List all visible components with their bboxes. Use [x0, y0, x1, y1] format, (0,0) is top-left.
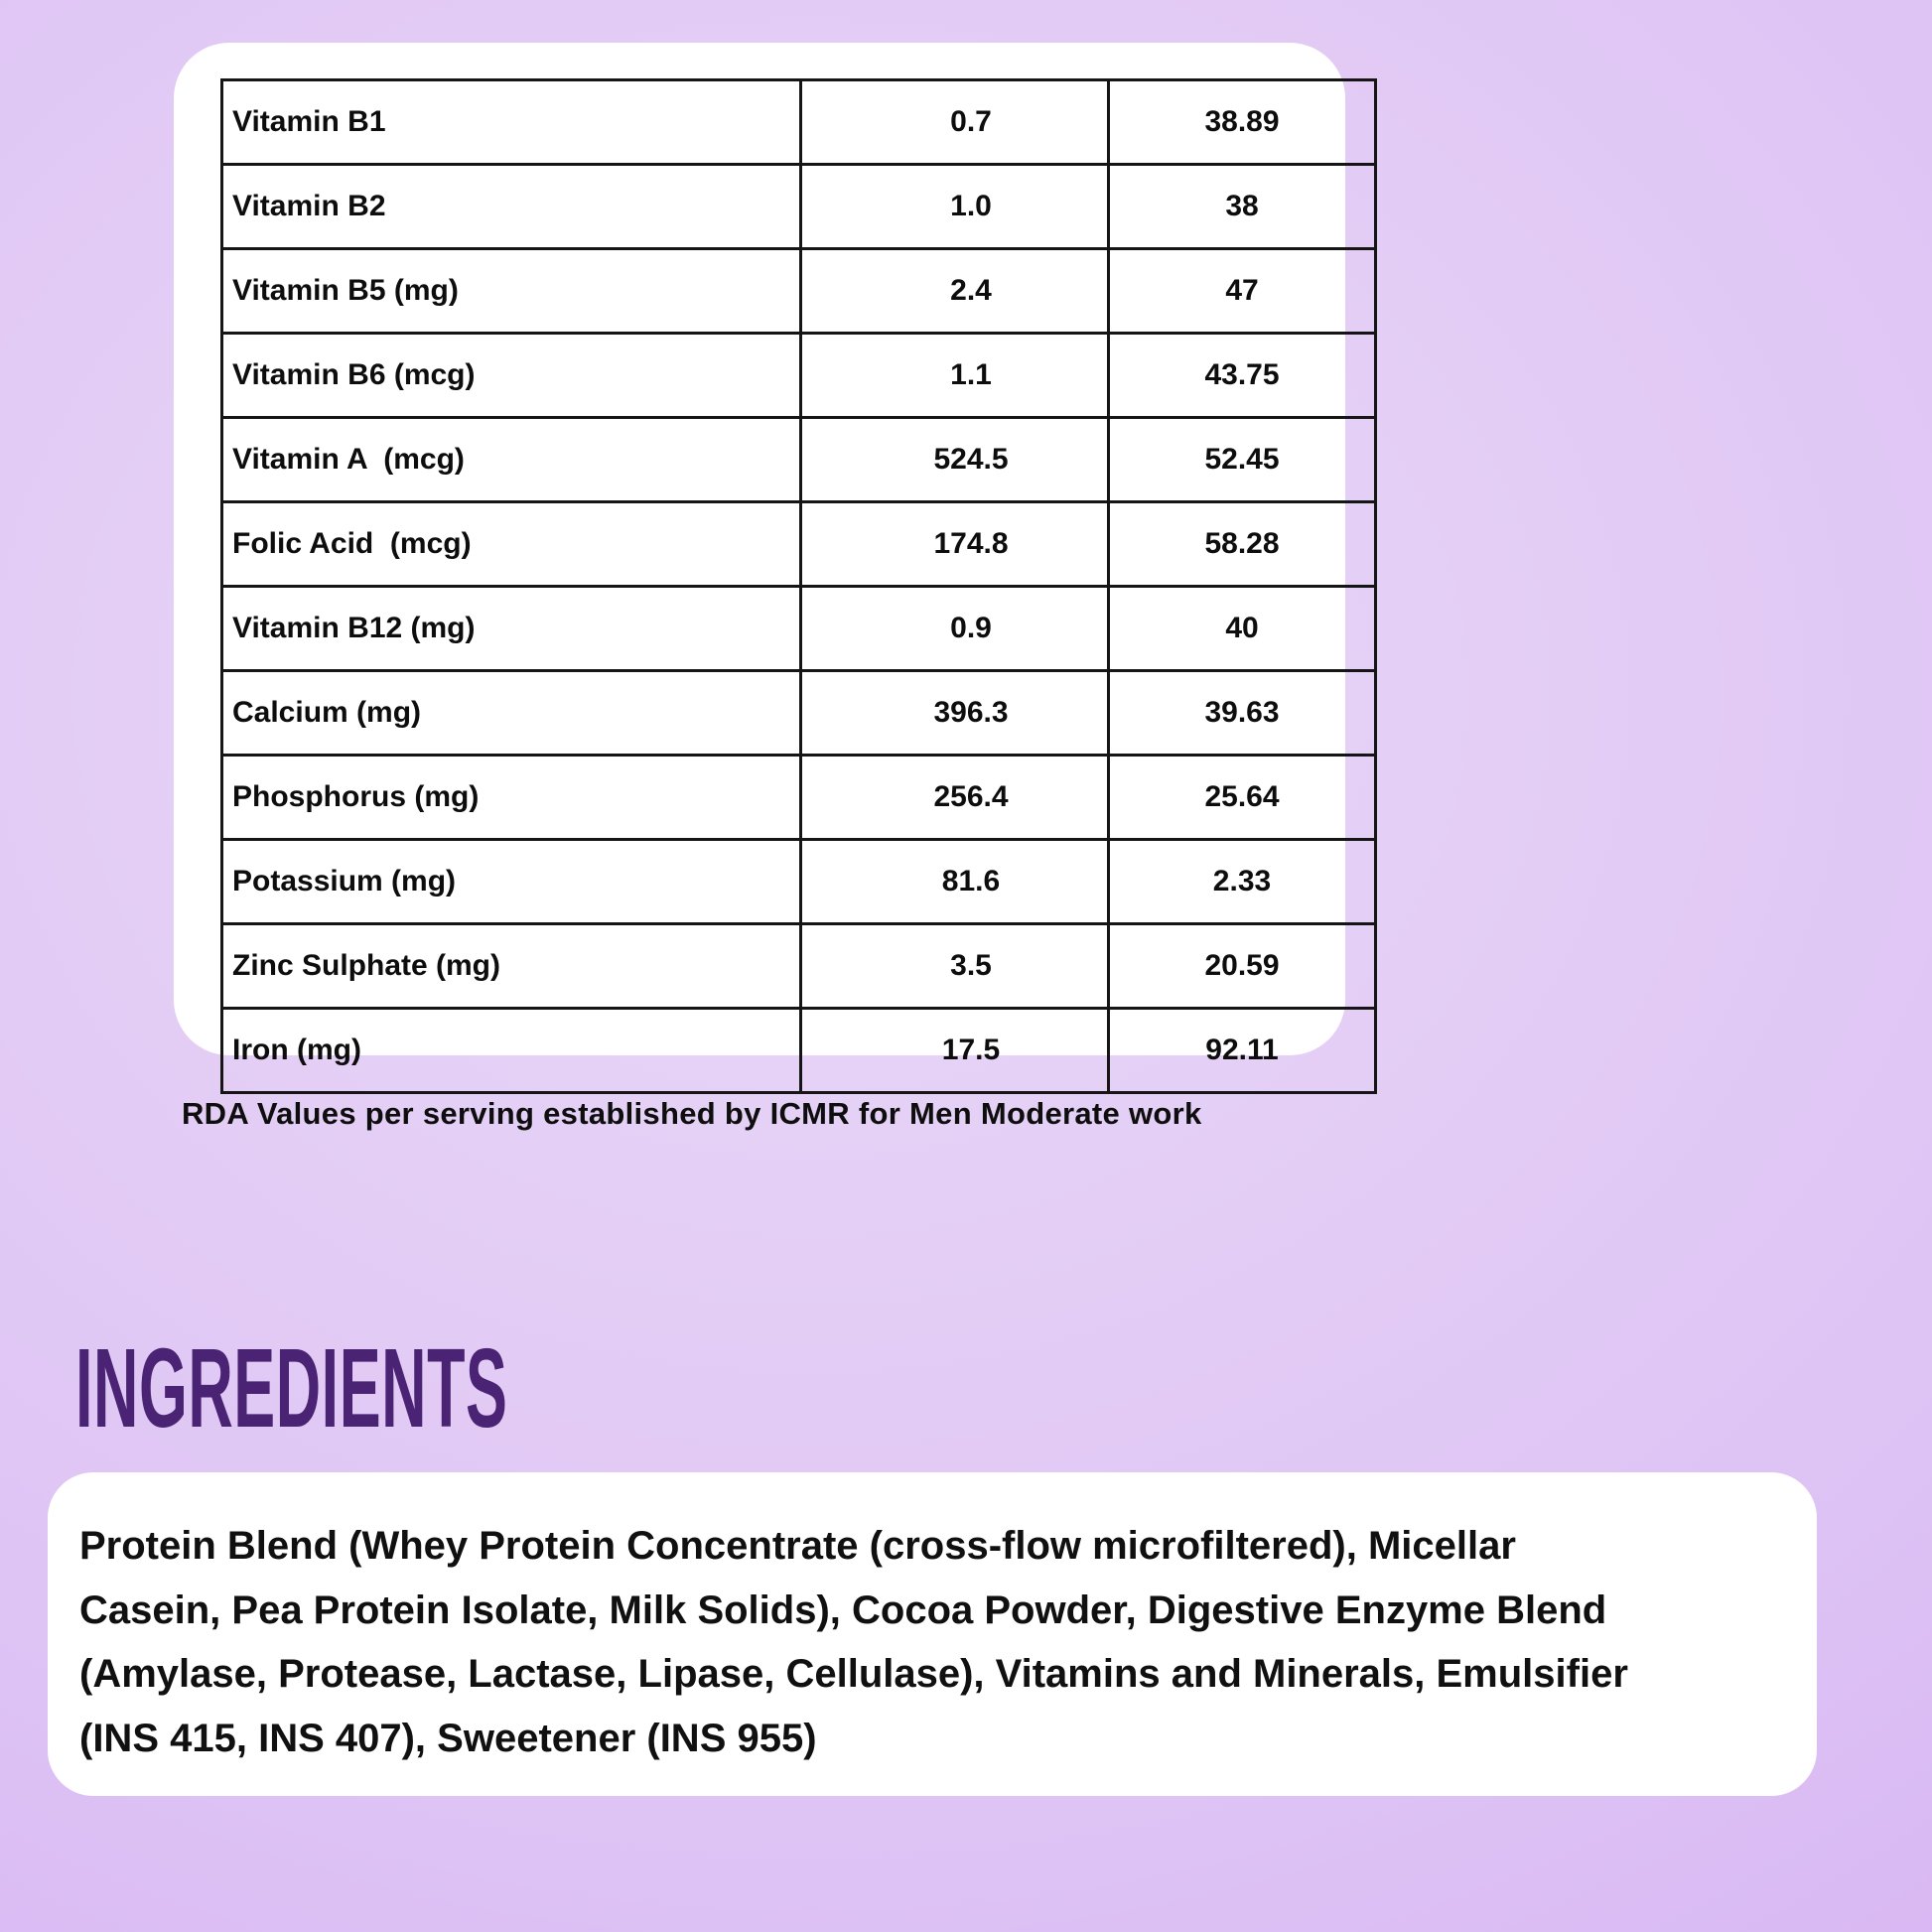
nutrient-amount: 396.3	[801, 671, 1109, 756]
table-row	[222, 1009, 1376, 1093]
table-row	[222, 249, 1376, 334]
nutrient-rda-percent: 58.28	[1109, 502, 1376, 587]
nutrient-amount: 81.6	[801, 840, 1109, 924]
nutrient-rda-percent: 25.64	[1109, 756, 1376, 840]
nutrient-rda-percent: 38	[1109, 165, 1376, 249]
nutrient-amount: 256.4	[801, 756, 1109, 840]
table-row	[222, 165, 1376, 249]
nutrient-name: Phosphorus (mg)	[222, 756, 801, 840]
nutrition-table-card	[174, 43, 1345, 1066]
table-row	[222, 924, 1376, 1009]
nutrient-rda-percent: 40	[1109, 587, 1376, 671]
nutrient-name: Zinc Sulphate (mg)	[222, 924, 801, 1009]
nutrient-amount: 17.5	[801, 1009, 1109, 1093]
rda-caption: RDA Values per serving established by ICMR for Men Moderate work	[182, 1096, 1202, 1131]
nutrient-name: Vitamin B5 (mg)	[222, 249, 801, 334]
nutrient-name: Calcium (mg)	[222, 671, 801, 756]
ingredients-card	[48, 1472, 1817, 1796]
nutrient-amount: 3.5	[801, 924, 1109, 1009]
ingredients-text	[79, 1514, 1797, 1770]
ingredients-heading-text: INGREDIENTS	[75, 1325, 508, 1450]
nutrient-amount: 1.0	[801, 165, 1109, 249]
nutrient-amount: 524.5	[801, 418, 1109, 502]
table-row	[222, 80, 1376, 165]
ingredients-heading	[75, 1325, 853, 1450]
nutrition-table	[220, 78, 1377, 1094]
table-row	[222, 756, 1376, 840]
nutrient-amount: 174.8	[801, 502, 1109, 587]
nutrient-rda-percent: 38.89	[1109, 80, 1376, 165]
table-row	[222, 840, 1376, 924]
nutrient-amount: 1.1	[801, 334, 1109, 418]
nutrient-name: Vitamin B6 (mcg)	[222, 334, 801, 418]
nutrient-name: Iron (mg)	[222, 1009, 801, 1093]
nutrient-rda-percent: 92.11	[1109, 1009, 1376, 1093]
nutrient-rda-percent: 2.33	[1109, 840, 1376, 924]
nutrient-amount: 2.4	[801, 249, 1109, 334]
nutrient-rda-percent: 39.63	[1109, 671, 1376, 756]
nutrient-amount: 0.7	[801, 80, 1109, 165]
nutrient-name: Vitamin B2	[222, 165, 801, 249]
nutrient-name: Potassium (mg)	[222, 840, 801, 924]
table-row	[222, 418, 1376, 502]
ingredients-line: Casein, Pea Protein Isolate, Milk Solids), Cocoa Powder, Digestive Enzyme Blend	[79, 1587, 1607, 1632]
nutrient-rda-percent: 43.75	[1109, 334, 1376, 418]
ingredients-line: Protein Blend (Whey Protein Concentrate (cross-flow microfiltered), Micellar	[79, 1524, 1516, 1568]
nutrient-name: Vitamin A (mcg)	[222, 418, 801, 502]
nutrient-rda-percent: 47	[1109, 249, 1376, 334]
table-row	[222, 587, 1376, 671]
ingredients-line: (INS 415, INS 407), Sweetener (INS 955)	[79, 1716, 817, 1760]
ingredients-line: (Amylase, Protease, Lactase, Lipase, Cellulase), Vitamins and Minerals, Emulsifier	[79, 1652, 1628, 1696]
table-row	[222, 502, 1376, 587]
nutrient-name: Vitamin B12 (mg)	[222, 587, 801, 671]
nutrient-amount: 0.9	[801, 587, 1109, 671]
nutrient-rda-percent: 52.45	[1109, 418, 1376, 502]
nutrition-table-body	[222, 80, 1376, 1093]
nutrient-rda-percent: 20.59	[1109, 924, 1376, 1009]
nutrient-name: Folic Acid (mcg)	[222, 502, 801, 587]
table-row	[222, 334, 1376, 418]
table-row	[222, 671, 1376, 756]
nutrient-name: Vitamin B1	[222, 80, 801, 165]
